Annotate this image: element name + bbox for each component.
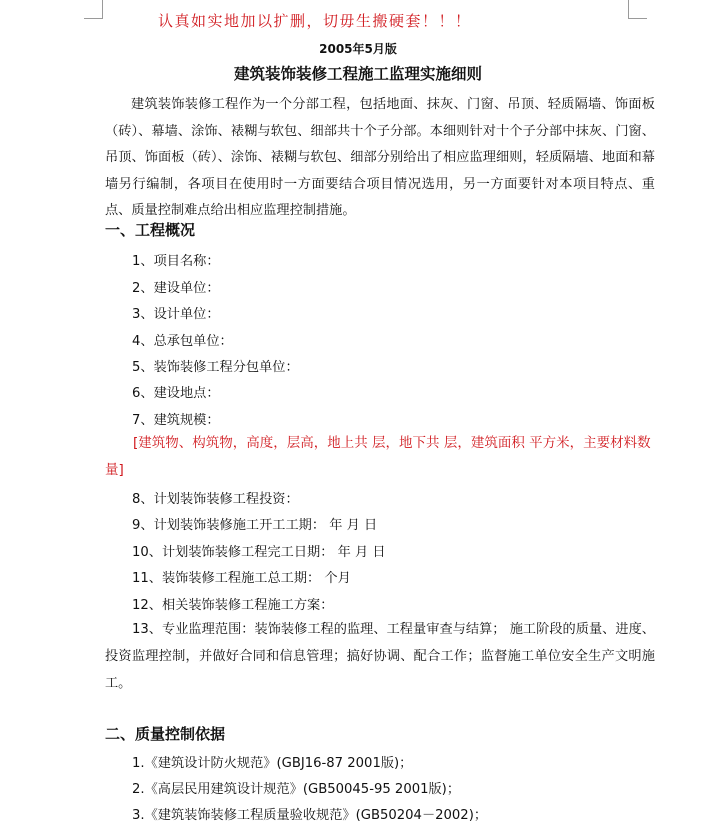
document-title: 建筑装饰装修工程施工监理实施细则: [233, 65, 482, 83]
list-item: 6、建设地点：: [132, 386, 220, 401]
list-item: 3、设计单位：: [132, 307, 220, 322]
list-item-supervision-scope: 13、专业监理范围：装饰装修工程的监理、工程量审查与结算； 施工阶段的质量、进度、投资监理控制，并做好合同和信息管理；搞好协调、配合工作；监督施工单位安全生产文明施工。: [105, 622, 655, 691]
intro-paragraph: 建筑装饰装修工程作为一个分部工程，包括地面、抹灰、门窗、吊顶、轻质隔墙、饰面板（砖）、幕墙、涂饰、裱糊与软包、细部共十个子分部。本细则针对十个子分部中抹灰、门窗、吊顶、饰面板（砖）、涂饰、裱糊与软包、细部分别给出了相应监理细则，轻质隔墙、地面和幕墙另行编制，各项目在使用时一方面要结合项目情况选用，另一方面要针对本项目特点、重点、质量控制难点给出相应监理控制措施。: [105, 97, 655, 218]
list-item: 9、计划装饰装修施工开工工期： 年 月 日: [132, 518, 378, 533]
list-item: 10、计划装饰装修工程完工日期： 年 月 日: [132, 545, 386, 560]
list-item: 2、建设单位：: [132, 281, 220, 296]
warning-note: 认真如实地加以扩删，切毋生搬硬套！！！: [158, 12, 472, 30]
list-item: 5、装饰装修工程分包单位：: [132, 360, 299, 375]
crop-mark-top-left: [84, 0, 103, 19]
list-item: 1.《建筑设计防火规范》(GBJ16-87 2001版)；: [132, 756, 413, 771]
list-item: 7、建筑规模：: [132, 413, 220, 428]
list-item: 1、项目名称：: [132, 254, 220, 269]
crop-mark-top-right: [628, 0, 647, 19]
list-item: 12、相关装饰装修工程施工方案：: [132, 598, 334, 613]
section-heading-quality-basis: 二、质量控制依据: [105, 725, 226, 743]
list-item: 3.《建筑装饰装修工程质量验收规范》(GB50204－2002)；: [132, 808, 488, 823]
list-item: 11、装饰装修工程施工总工期： 个月: [132, 571, 351, 586]
list-item: 2.《高层民用建筑设计规范》(GB50045-95 2001版)；: [132, 782, 461, 797]
building-scale-note: [建筑物、构筑物，高度，层高，地上共 层，地下共 层，建筑面积 平方米，主要材料数量]: [105, 435, 651, 478]
section-heading-overview: 一、工程概况: [105, 221, 196, 239]
version-label: 2005年5月版: [319, 42, 397, 56]
list-item: 8、计划装饰装修工程投资：: [132, 492, 299, 507]
list-item: 4、总承包单位：: [132, 334, 233, 349]
